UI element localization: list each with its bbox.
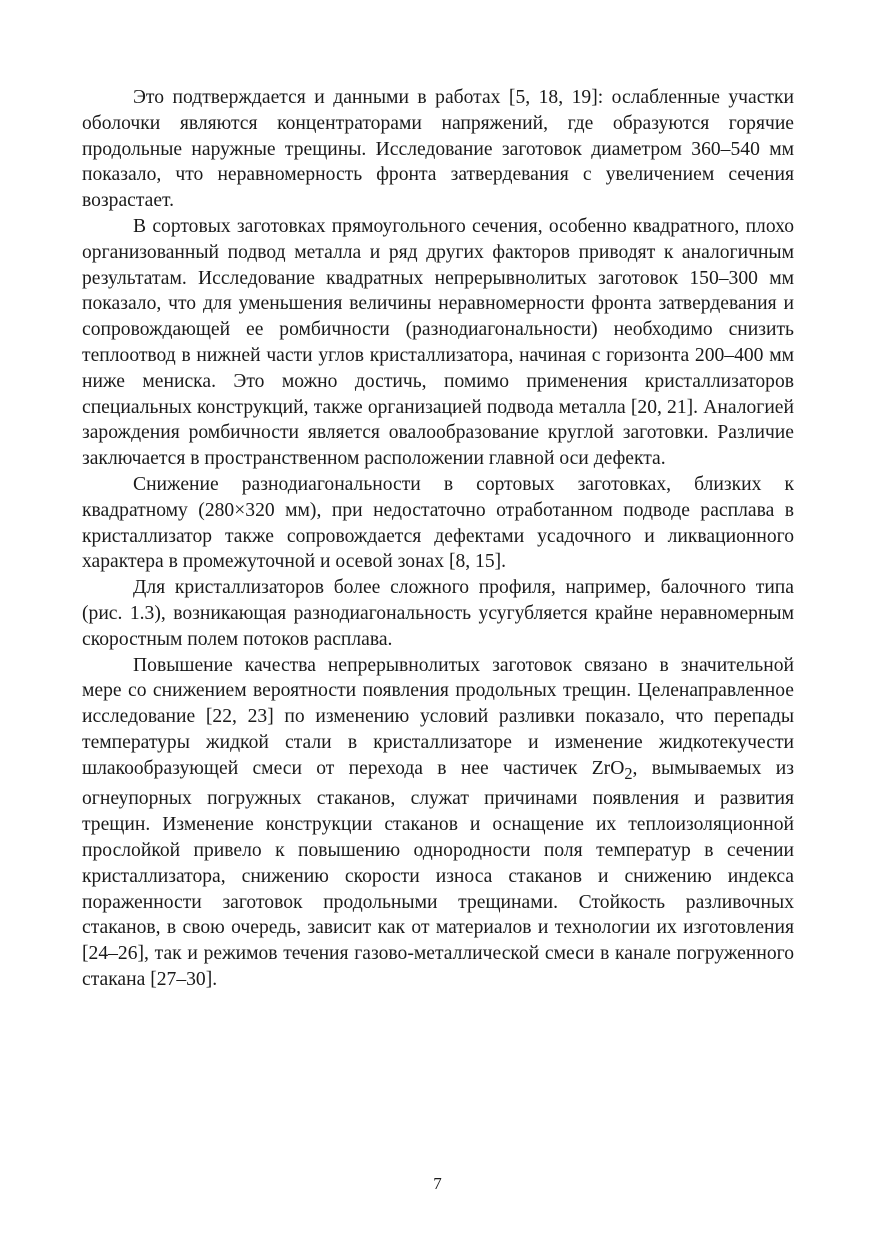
formula-subscript: 2 <box>624 763 633 783</box>
paragraph-5-text-before: Повышение качества непрерывнолитых заготовок связано в значительной мере со снижением вероятности появления продольных трещин. Целенаправленное исследование [22, 23] по изменению условий разливки показало, что перепады температуры жидкой стали в кристаллизаторе и изменение жидкотекучести шлакообразующей смеси от перехода в нее частичек <box>82 654 794 779</box>
text-body <box>82 85 794 993</box>
paragraph-1: Это подтверждается и данными в работах [5, 18, 19]: ослабленные участки оболочки являются концентраторами напряжений, где образуются горячие продольные наружные трещины. Исследование заготовок диаметром 360–540 мм показало, что неравномерность фронта затвердевания с увеличением сечения возрастает. <box>82 87 794 212</box>
paragraph-2: В сортовых заготовках прямоугольного сечения, особенно квадратного, плохо организованный подвод металла и ряд других факторов приводят к аналогичным результатам. Исследование квадратных непрерывнолитых заготовок 150–300 мм показало, что для уменьшения величины неравномерности фронта затвердевания и сопровождающей ее ромбичности (разнодиагональности) необходимо снизить теплоотвод в нижней части углов кристаллизатора, начиная с горизонта 200–400 мм ниже мениска. Это можно достичь, помимо применения кристаллизаторов специальных конструкций, также организацией подвода металла [20, 21]. Аналогией зарождения ромбичности является овалообразование круглой заготовки. Различие заключается в пространственном расположении главной оси дефекта. <box>82 215 794 470</box>
paragraph-3: Снижение разнодиагональности в сортовых заготовках, близких к квадратному (280×320 мм), при недостаточно отработанном подводе расплава в кристаллизатор также сопровождается дефектами усадочного и ликвационного характера в промежуточной и осевой зонах [8, 15]. <box>82 473 794 573</box>
paragraph-4: Для кристаллизаторов более сложного профиля, например, балочного типа (рис. 1.3), возникающая разнодиагональность усугубляется крайне неравномерным скоростным полем потоков расплава. <box>82 577 794 650</box>
paragraph-5 <box>82 653 794 993</box>
chemical-formula <box>591 757 633 783</box>
paragraph-5-text-after: , вымываемых из огнеупорных погружных стаканов, служат причинами появления и развития трещин. Изменение конструкции стаканов и оснащение их теплоизоляционной прослойкой привело к повышению однородности поля температур в сечении кристаллизатора, снижению скорости износа стаканов и снижению индекса пораженности заготовок продольными трещинами. Стойкость разливочных стаканов, в свою очередь, зависит как от материалов и технологии их изготовления [24–26], так и режимов течения газово-металлической смеси в канале погруженного стакана [27–30]. <box>82 757 794 990</box>
formula-base: ZrO <box>591 757 625 779</box>
page-number: 7 <box>433 1174 442 1193</box>
